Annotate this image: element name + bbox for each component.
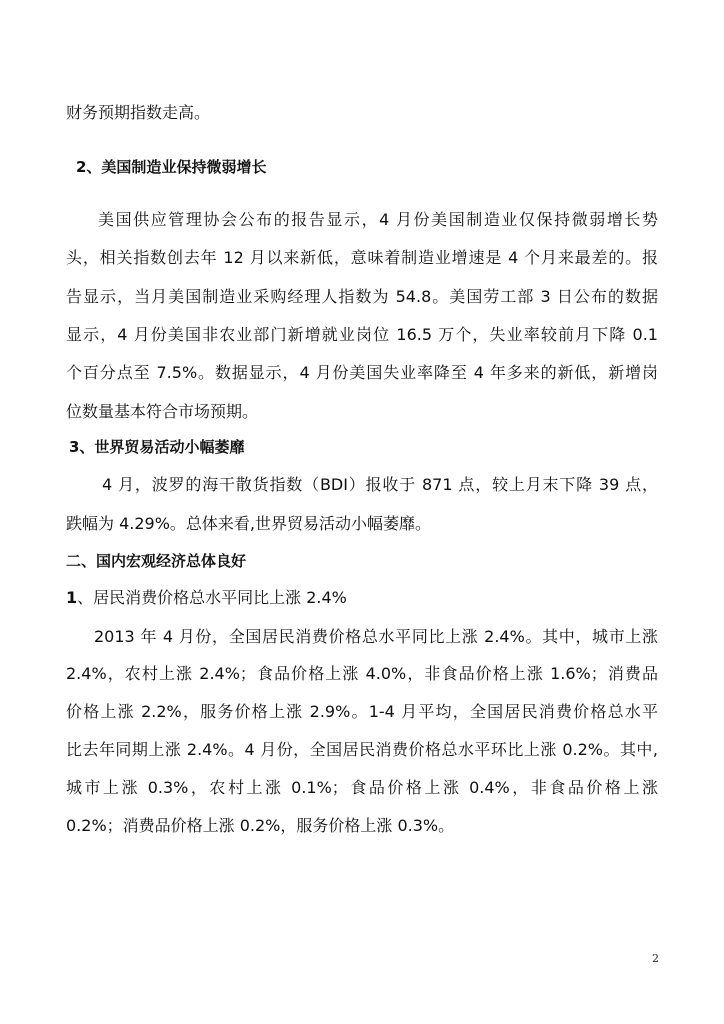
paragraph-line: 位数量基本符合市场预期。 <box>66 402 259 421</box>
paragraph-line: 2.4%，农村上涨 2.4%；食品价格上涨 4.0%，非食品价格上涨 1.6%；消费品 <box>66 664 658 683</box>
paragraph-line: 城市上涨 0.3%，农村上涨 0.1%；食品价格上涨 0.4%，非食品价格上涨 <box>66 778 658 797</box>
section-heading: 2、美国制造业保持微弱增长 <box>76 158 267 176</box>
subsection-heading <box>66 588 347 608</box>
paragraph-line: 4 月，波罗的海干散货指数（BDI）报收于 871 点，较上月末下降 39 点， <box>102 475 658 494</box>
paragraph-line: 个百分点至 7.5%。数据显示，4 月份美国失业率降至 4 年多来的新低，新增岗 <box>66 363 658 382</box>
subsection-number: 1 <box>66 588 78 607</box>
paragraph-line: 头，相关指数创去年 12 月以来新低，意味着制造业增速是 4 个月来最差的。报 <box>66 248 658 267</box>
paragraph-line: 财务预期指数走高。 <box>66 103 211 122</box>
paragraph-line: 比去年同期上涨 2.4%。4 月份，全国居民消费价格总水平环比上涨 0.2%。其中, <box>66 740 658 759</box>
paragraph-line: 显示，4 月份美国非农业部门新增就业岗位 16.5 万个，失业率较前月下降 0.1 <box>66 325 658 344</box>
paragraph-line: 价格上涨 2.2%，服务价格上涨 2.9%。1-4 月平均，全国居民消费价格总水平 <box>66 702 658 721</box>
page-number: 2 <box>652 952 659 965</box>
section-heading: 二、国内宏观经济总体良好 <box>66 552 247 570</box>
paragraph-line: 0.2%；消费品价格上涨 0.2%，服务价格上涨 0.3%。 <box>66 816 455 835</box>
paragraph-line: 告显示，当月美国制造业采购经理人指数为 54.8。美国劳工部 3 日公布的数据 <box>66 287 658 306</box>
paragraph-line: 跌幅为 4.29%。总体来看,世界贸易活动小幅萎靡。 <box>66 514 432 533</box>
subsection-title: 、居民消费价格总水平同比上涨 2.4% <box>77 588 347 607</box>
section-heading: 3、世界贸易活动小幅萎靡 <box>69 438 245 456</box>
paragraph-line: 2013 年 4 月份，全国居民消费价格总水平同比上涨 2.4%。其中，城市上涨 <box>94 627 658 646</box>
paragraph-line: 美国供应管理协会公布的报告显示，4 月份美国制造业仅保持微弱增长势 <box>98 210 658 229</box>
